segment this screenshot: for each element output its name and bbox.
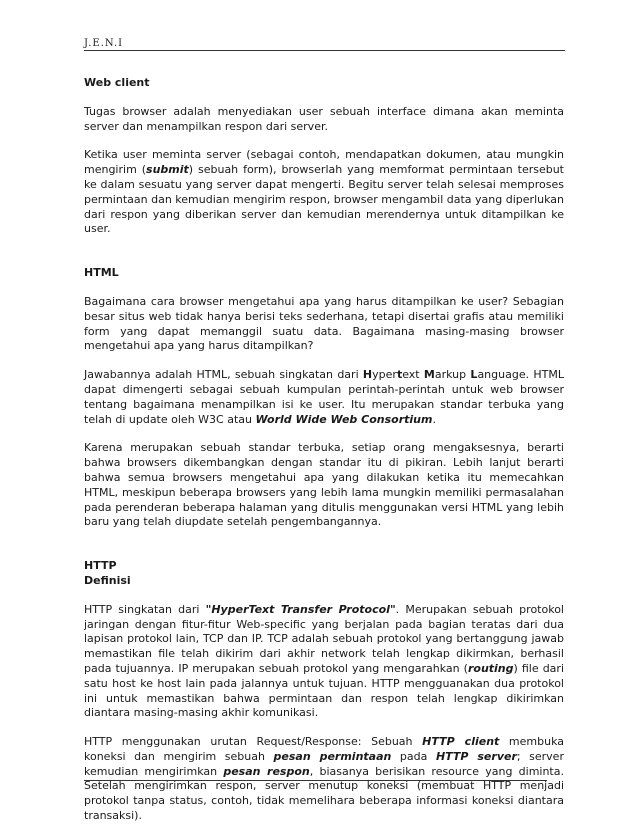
text-run: pada bbox=[391, 749, 436, 763]
emphasis-pesan-respon: pesan respon bbox=[223, 764, 310, 778]
emphasis-routing: routing bbox=[467, 661, 514, 675]
paragraph-web-client-1: Tugas browser adalah menyediakan user sebuah interface dimana akan meminta server dan menampilkan respon dari server. bbox=[84, 104, 564, 133]
acronym-letter: L bbox=[470, 368, 478, 382]
emphasis-pesan-permintaan: pesan permintaan bbox=[273, 749, 392, 763]
text-run: ; server kemudian mengirimkan bbox=[84, 749, 564, 778]
header-divider bbox=[84, 50, 565, 51]
paragraph-web-client-2 bbox=[84, 148, 564, 237]
document-header-label: J.E.N.I bbox=[84, 38, 124, 49]
emphasis-http-client: HTTP client bbox=[422, 735, 500, 749]
emphasis-submit: submit bbox=[146, 163, 189, 177]
acronym-letter: M bbox=[423, 368, 435, 382]
acronym-letter: H bbox=[362, 368, 373, 382]
emphasis-w3c: World Wide Web Consortium bbox=[255, 412, 433, 426]
section-subheading-definisi: Definisi bbox=[84, 573, 131, 587]
text-run: . bbox=[432, 412, 436, 426]
acronym-letter: t bbox=[396, 368, 403, 382]
text-run: ) sebuah form), browserlah yang memformat permintaan tersebut ke dalam sesuatu yang server dapat mengerti. Begitu server telah selesai memproses permintaan dan kemudian mengirim respon, browser mengambil data yang diperlukan dari respon yang diberikan server dan kemudian merendernya untuk ditampilkan ke user. bbox=[84, 163, 564, 236]
section-heading-web-client: Web client bbox=[84, 76, 150, 89]
text-run: membuka koneksi dan mengirim sebuah bbox=[84, 735, 564, 763]
document-body bbox=[84, 76, 564, 824]
text-run: . Merupakan sebuah protokol jaringan dengan fitur-fitur Web-specific yang berjalan pada bagian teratas dari dua lapisan protokol lain, TCP dan IP. TCP adalah sebuah protokol yang bertanggung jawab memastikan file telah dikirim dari akhir network telah lengkap dikirmkan, berhasil pada tujuannya. IP merupakan sebuah protokol yang mengarahkan ( bbox=[84, 602, 564, 675]
paragraph-html-2 bbox=[84, 368, 564, 427]
paragraph-html-3: Karena merupakan sebuah standar terbuka, setiap orang mengaksesnya, berarti bahwa browsers dikembangkan dengan standar itu di pikiran. Lebih lanjut berarti bahwa semua browsers mengetahui apa yang dilakukan ketika itu memecahkan HTML, meskipun beberapa browsers yang lebih lama mungkin memiliki permasalahan pada perenderan beberapa halaman yang ditulis menggunakan versi HTML yang lebih baru yang telah diupdate setelah pengembangannya. bbox=[84, 441, 564, 529]
text-run: HTTP menggunakan urutan Request/Response: Sebuah bbox=[84, 735, 423, 749]
section-heading-html: HTML bbox=[84, 266, 119, 280]
text-run: arkup bbox=[434, 368, 471, 382]
paragraph-http-1 bbox=[84, 603, 564, 721]
emphasis-http-server: HTTP server bbox=[435, 749, 517, 763]
text-run: Jawabannya adalah HTML, sebuah singkatan dari bbox=[84, 368, 363, 382]
emphasis-hypertext-transfer-protocol: "HyperText Transfer Protocol" bbox=[205, 602, 396, 616]
text-run: anguage. HTML dapat dimengerti sebagai sebuah kumpulan perintah-perintah untuk web browser tentang bagaimana menampilkan isi ke user. Itu merupakan standar terbuka yang telah di update oleh W3C atau bbox=[84, 368, 564, 426]
text-run: ) file dari satu host ke host lain pada jalannya untuk tujuan. HTTP mengguanakan dua protokol ini untuk memastikan bahwa permintaan dan respon telah lengkap dikirimkan diantara masing-masing akhir komunikasi. bbox=[84, 661, 564, 720]
text-run: ext bbox=[402, 368, 424, 382]
section-heading-http: HTTP bbox=[84, 559, 117, 573]
text-run: , biasanya berisikan resource yang diminta. Setelah mengirimkan respon, server menutup koneksi (membuat HTTP menjadi protokol tanpa status, contoh, tidak memelihara beberapa informasi koneksi diantara transaksi). bbox=[84, 764, 564, 823]
text-run: Ketika user meminta server (sebagai contoh, mendapatkan dokumen, atau mungkin mengirim ( bbox=[84, 148, 564, 177]
footer-divider bbox=[84, 780, 547, 781]
text-run: yper bbox=[372, 368, 397, 382]
text-run: HTTP singkatan dari bbox=[84, 602, 206, 616]
paragraph-html-1: Bagaimana cara browser mengetahui apa yang harus ditampilkan ke user? Sebagian besar situs web tidak hanya berisi teks sederhana, tetapi disertai grafis atau memiliki form yang dapat memanggil suatu data. Bagaimana masing-masing browser mengetahui apa yang harus ditampilkan? bbox=[84, 294, 564, 353]
